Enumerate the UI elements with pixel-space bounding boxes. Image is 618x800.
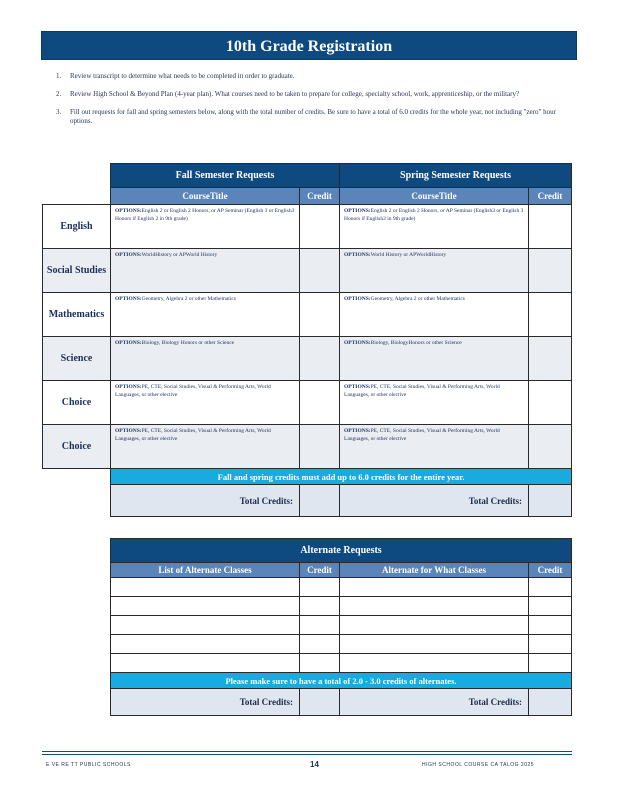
subject-label: Mathematics (43, 293, 111, 337)
spring-credit-cell[interactable] (529, 425, 572, 469)
blank-cell (43, 469, 111, 485)
blank-cell (43, 485, 111, 517)
alternate-for-header: Alternate for What Classes (340, 563, 529, 578)
alternate-requests-header: Alternate Requests (111, 539, 572, 563)
options-text: English 2 or English 2 Honors, or AP Seminar (English3 or English 3 Honors if English2 in 9th grade) (344, 208, 524, 222)
alternate-credit-notice: Please make sure to have a total of 2.0 - 3.0 credits of alternates. (111, 673, 572, 689)
alternate-class-cell[interactable] (111, 616, 300, 635)
step-text: Review transcript to determine what needs to be completed in order to graduate. (70, 72, 295, 80)
subject-label: Science (43, 337, 111, 381)
instruction-step (56, 108, 556, 126)
alternate-credit-cell[interactable] (300, 597, 340, 616)
alternate-for-credit-cell[interactable] (529, 616, 572, 635)
table-row (111, 616, 572, 635)
alternate-for-cell[interactable] (340, 616, 529, 635)
options-text: PE, CTE, Social Studies, Visual & Performing Arts, World Languages, or other elective (115, 428, 271, 442)
fall-course-cell[interactable] (111, 425, 300, 469)
options-prefix: OPTIONS: (115, 208, 142, 214)
alternate-class-cell[interactable] (111, 597, 300, 616)
options-text: Geometry, Algebra 2 or other Mathematics (141, 296, 236, 302)
options-text: PE, CTE, Social Studies, Visual & Performing Arts, World Languages, or other elective (115, 384, 271, 398)
alternate-for-cell[interactable] (340, 654, 529, 673)
fall-course-cell[interactable] (111, 205, 300, 249)
footer-divider (42, 754, 572, 755)
subject-label: Choice (43, 381, 111, 425)
blank-cell (43, 188, 111, 205)
alternate-classes-header: List of Alternate Classes (111, 563, 300, 578)
spring-course-cell[interactable] (340, 425, 529, 469)
alternate-for-cell[interactable] (340, 578, 529, 597)
fall-course-cell[interactable] (111, 249, 300, 293)
footer-district: E VE RE TT PUBLIC SCHOOLS (46, 762, 131, 768)
options-text: Biology, BiologyHonors or other Science (370, 340, 462, 346)
alternate-credit-cell[interactable] (300, 635, 340, 654)
table-row (43, 381, 572, 425)
fall-course-cell[interactable] (111, 337, 300, 381)
instruction-step (56, 72, 556, 81)
spring-course-title-header: CourseTitle (340, 188, 529, 205)
subject-label: English (43, 205, 111, 249)
options-prefix: OPTIONS: (344, 208, 371, 214)
table-row (43, 293, 572, 337)
footer-divider (42, 751, 572, 752)
step-number: 1. (56, 72, 62, 80)
spring-credit-cell[interactable] (529, 337, 572, 381)
alternate-class-cell[interactable] (111, 654, 300, 673)
spring-course-cell[interactable] (340, 293, 529, 337)
spring-total-credits-label: Total Credits: (340, 485, 529, 517)
spring-credit-cell[interactable] (529, 249, 572, 293)
spring-credit-header: Credit (529, 188, 572, 205)
options-prefix: OPTIONS: (344, 428, 371, 434)
options-prefix: OPTIONS: (344, 340, 371, 346)
options-text: Geometry, Algebra 2 or other Mathematics (370, 296, 465, 302)
spring-course-cell[interactable] (340, 337, 529, 381)
options-prefix: OPTIONS: (115, 296, 142, 302)
fall-credit-cell[interactable] (300, 293, 340, 337)
spring-semester-header: Spring Semester Requests (340, 164, 572, 188)
step-text: Review High School & Beyond Plan (4-year plan). What courses need to be taken to prepare for college, specialty school, work, apprenticeship, or the military? (70, 90, 520, 98)
fall-credit-cell[interactable] (300, 425, 340, 469)
fall-total-credits-label: Total Credits: (111, 485, 300, 517)
alternate-class-cell[interactable] (111, 635, 300, 654)
subject-label: Choice (43, 425, 111, 469)
alternate-credit-cell[interactable] (300, 654, 340, 673)
page-title: 10th Grade Registration (41, 31, 577, 60)
options-prefix: OPTIONS: (344, 252, 371, 258)
alternate-credit-cell[interactable] (300, 578, 340, 597)
alternate-class-cell[interactable] (111, 578, 300, 597)
options-prefix: OPTIONS: (115, 340, 142, 346)
blank-cell (43, 164, 111, 188)
table-row (111, 578, 572, 597)
fall-credit-cell[interactable] (300, 249, 340, 293)
alternate-credit-header: Credit (300, 563, 340, 578)
table-row (43, 337, 572, 381)
alternate-for-credit-cell[interactable] (529, 597, 572, 616)
spring-credit-cell[interactable] (529, 205, 572, 249)
options-text: WorldHistory or APWorld History (141, 252, 218, 258)
step-number: 2. (56, 90, 62, 98)
table-row (111, 654, 572, 673)
page-number: 14 (310, 760, 319, 769)
table-row (43, 205, 572, 249)
footer-catalog: HIGH SCHOOL COURSE CA TALOG 2025 (422, 762, 535, 768)
options-prefix: OPTIONS: (115, 384, 142, 390)
fall-course-cell[interactable] (111, 381, 300, 425)
spring-total-credits-field[interactable] (529, 485, 572, 517)
instruction-step (56, 90, 556, 99)
options-prefix: OPTIONS: (115, 428, 142, 434)
alternate-for-total-credits-label: Total Credits: (340, 689, 529, 716)
spring-course-cell[interactable] (340, 381, 529, 425)
alternate-requests-table (110, 538, 572, 716)
step-text: Fill out requests for fall and spring semesters below, along with the total number of credits. Be sure to have a total of 6.0 credits for the whole year, not including "zero" hour options. (70, 108, 556, 125)
semester-requests-table (42, 163, 572, 517)
alternate-total-credits-label: Total Credits: (111, 689, 300, 716)
fall-total-credits-field[interactable] (300, 485, 340, 517)
alternate-for-cell[interactable] (340, 597, 529, 616)
fall-credit-cell[interactable] (300, 205, 340, 249)
fall-semester-header: Fall Semester Requests (111, 164, 340, 188)
alternate-total-credits-field[interactable] (300, 689, 340, 716)
fall-course-title-header: CourseTitle (111, 188, 300, 205)
spring-course-cell[interactable] (340, 205, 529, 249)
table-row (111, 635, 572, 654)
alternate-for-credit-cell[interactable] (529, 635, 572, 654)
fall-course-cell[interactable] (111, 293, 300, 337)
fall-credit-cell[interactable] (300, 337, 340, 381)
step-number: 3. (56, 108, 62, 116)
table-row (43, 249, 572, 293)
subject-label: Social Studies (43, 249, 111, 293)
table-row (111, 597, 572, 616)
options-text: PE, CTE, Social Studies, Visual & Performing Arts, World Languages, or other elective (344, 384, 500, 398)
options-text: World History or APWorldHistory (370, 252, 447, 258)
instructions-list (56, 72, 556, 135)
alternate-for-total-credits-field[interactable] (529, 689, 572, 716)
table-row (43, 425, 572, 469)
alternate-for-credit-header: Credit (529, 563, 572, 578)
alternate-for-credit-cell[interactable] (529, 578, 572, 597)
alternate-for-cell[interactable] (340, 635, 529, 654)
credit-requirement-notice: Fall and spring credits must add up to 6.0 credits for the entire year. (111, 469, 572, 485)
spring-course-cell[interactable] (340, 249, 529, 293)
fall-credit-header: Credit (300, 188, 340, 205)
spring-credit-cell[interactable] (529, 293, 572, 337)
alternate-credit-cell[interactable] (300, 616, 340, 635)
options-prefix: OPTIONS: (344, 384, 371, 390)
fall-credit-cell[interactable] (300, 381, 340, 425)
options-text: PE, CTE, Social Studies, Visual & Performing Arts, World Languages, or other elective (344, 428, 500, 442)
options-text: Biology, Biology Honors or other Science (141, 340, 235, 346)
alternate-for-credit-cell[interactable] (529, 654, 572, 673)
options-prefix: OPTIONS: (115, 252, 142, 258)
spring-credit-cell[interactable] (529, 381, 572, 425)
options-prefix: OPTIONS: (344, 296, 371, 302)
options-text: English 2 or English 2 Honors, or AP Seminar (English 3 or English3 Honors if English 2 in 9th grade) (115, 208, 295, 222)
